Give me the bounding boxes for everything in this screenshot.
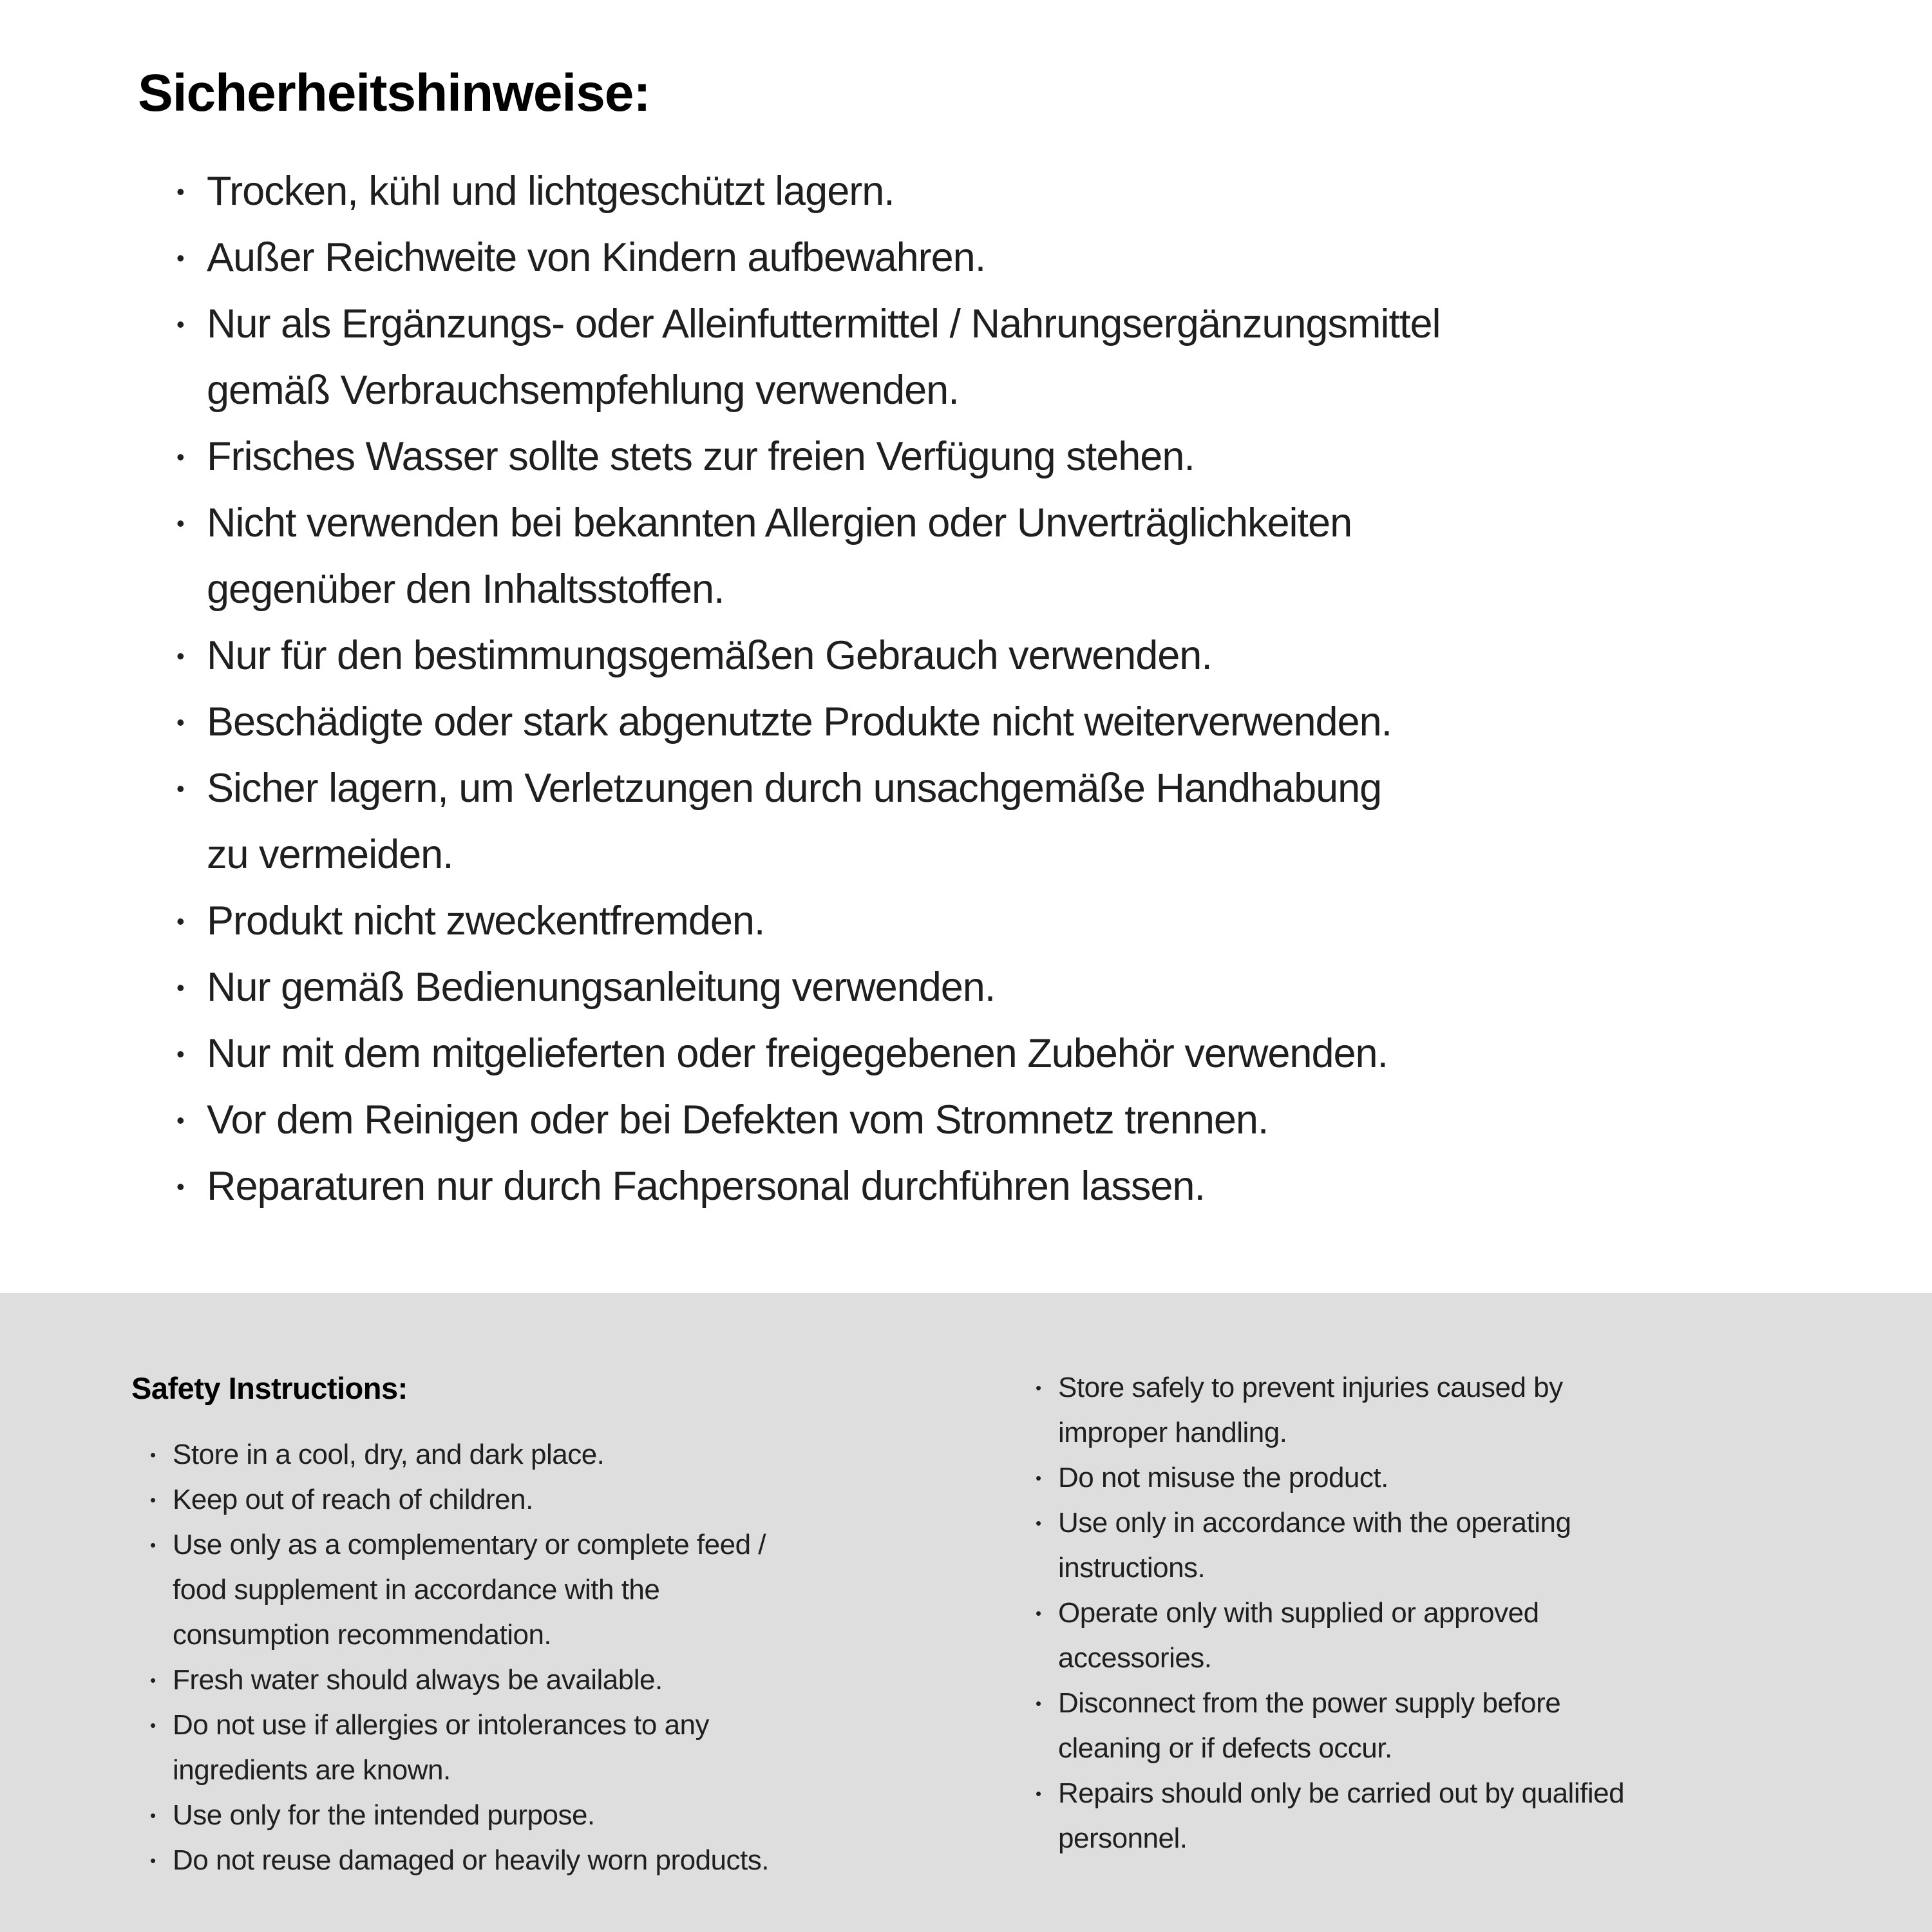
list-item-line: instructions. bbox=[1058, 1552, 1206, 1584]
list-item-line: Operate only with supplied or approved bbox=[1058, 1597, 1539, 1629]
list-item bbox=[1036, 1455, 1874, 1501]
english-safety-list-left bbox=[131, 1432, 1036, 1883]
list-item-line: food supplement in accordance with the bbox=[173, 1574, 660, 1605]
list-item-text bbox=[173, 1477, 533, 1522]
list-item-line: Nur als Ergänzungs- oder Alleinfuttermittel / Nahrungsergänzungsmittel bbox=[207, 301, 1441, 346]
list-item-text bbox=[207, 1153, 1205, 1220]
list-item bbox=[1036, 1771, 1874, 1861]
bullet-icon: • bbox=[176, 1107, 184, 1133]
list-item-line: Keep out of reach of children. bbox=[173, 1484, 533, 1515]
bullet-icon: • bbox=[1036, 1694, 1041, 1713]
bullet-icon: • bbox=[176, 245, 184, 271]
list-item-line: Do not use if allergies or intolerances to any bbox=[173, 1709, 710, 1741]
english-left-column bbox=[131, 1370, 1036, 1932]
list-item-text bbox=[207, 424, 1195, 490]
list-item bbox=[1036, 1365, 1874, 1455]
list-item-line: Sicher lagern, um Verletzungen durch unsachgemäße Handhabung bbox=[207, 766, 1382, 811]
list-item-line: Repairs should only be carried out by qualified bbox=[1058, 1777, 1625, 1809]
english-safety-section bbox=[0, 1293, 1932, 1932]
list-item-text bbox=[1058, 1365, 1563, 1455]
list-item-text bbox=[207, 490, 1352, 623]
list-item bbox=[1036, 1681, 1874, 1771]
list-item bbox=[176, 158, 1880, 225]
list-item bbox=[176, 888, 1880, 954]
list-item-text bbox=[207, 225, 985, 291]
list-item-text bbox=[1058, 1591, 1539, 1681]
list-item bbox=[176, 623, 1880, 689]
bullet-icon: • bbox=[150, 1490, 156, 1510]
list-item bbox=[150, 1522, 1036, 1658]
bullet-icon: • bbox=[176, 1041, 184, 1067]
list-item-text bbox=[1058, 1455, 1388, 1501]
list-item-line: accessories. bbox=[1058, 1642, 1212, 1674]
list-item-text bbox=[173, 1703, 709, 1793]
list-item-line: Außer Reichweite von Kindern aufbewahren. bbox=[207, 235, 986, 280]
bullet-icon: • bbox=[1036, 1604, 1041, 1623]
list-item-text bbox=[207, 623, 1212, 689]
list-item bbox=[150, 1793, 1036, 1838]
list-item-line: Use only for the intended purpose. bbox=[173, 1799, 595, 1831]
list-item-line: zu vermeiden. bbox=[207, 832, 453, 877]
list-item bbox=[176, 954, 1880, 1021]
list-item-text bbox=[173, 1432, 604, 1477]
list-item-text bbox=[173, 1522, 766, 1658]
list-item bbox=[176, 1153, 1880, 1220]
list-item-line: Store in a cool, dry, and dark place. bbox=[173, 1439, 605, 1470]
list-item-line: Frisches Wasser sollte stets zur freien Verfügung stehen. bbox=[207, 434, 1195, 479]
list-item-line: Reparaturen nur durch Fachpersonal durchführen lassen. bbox=[207, 1164, 1205, 1209]
bullet-icon: • bbox=[176, 444, 184, 470]
bullet-icon: • bbox=[176, 510, 184, 536]
list-item-line: personnel. bbox=[1058, 1823, 1188, 1854]
list-item bbox=[1036, 1591, 1874, 1681]
list-item-line: improper handling. bbox=[1058, 1417, 1287, 1448]
bullet-icon: • bbox=[150, 1851, 156, 1870]
bullet-icon: • bbox=[150, 1445, 156, 1464]
list-item-line: Disconnect from the power supply before bbox=[1058, 1687, 1561, 1719]
list-item bbox=[150, 1658, 1036, 1703]
bullet-icon: • bbox=[176, 775, 184, 802]
english-safety-list-right bbox=[1036, 1365, 1874, 1861]
list-item bbox=[176, 689, 1880, 755]
bullet-icon: • bbox=[150, 1716, 156, 1735]
list-item-line: Trocken, kühl und lichtgeschützt lagern. bbox=[207, 169, 895, 214]
bullet-icon: • bbox=[150, 1535, 156, 1555]
bullet-icon: • bbox=[176, 908, 184, 934]
list-item-line: Nur gemäß Bedienungsanleitung verwenden. bbox=[207, 965, 996, 1010]
german-safety-list bbox=[138, 158, 1880, 1220]
english-section-title: Safety Instructions: bbox=[131, 1371, 408, 1405]
list-item bbox=[150, 1838, 1036, 1883]
list-item bbox=[176, 1087, 1880, 1153]
bullet-icon: • bbox=[176, 1173, 184, 1200]
list-item-line: Vor dem Reinigen oder bei Defekten vom Stromnetz trennen. bbox=[207, 1097, 1269, 1142]
list-item bbox=[1036, 1501, 1874, 1591]
list-item-line: Nur für den bestimmungsgemäßen Gebrauch verwenden. bbox=[207, 633, 1212, 678]
bullet-icon: • bbox=[176, 974, 184, 1001]
list-item-line: Fresh water should always be available. bbox=[173, 1664, 663, 1696]
bullet-icon: • bbox=[1036, 1468, 1041, 1488]
list-item-line: gemäß Verbrauchsempfehlung verwenden. bbox=[207, 368, 959, 413]
list-item-text bbox=[207, 755, 1381, 888]
list-item-text bbox=[207, 1021, 1388, 1087]
list-item bbox=[176, 291, 1880, 424]
list-item-text bbox=[207, 158, 895, 225]
list-item-text bbox=[1058, 1771, 1624, 1861]
list-item-text bbox=[173, 1658, 663, 1703]
list-item-text bbox=[173, 1838, 769, 1883]
list-item-line: Produkt nicht zweckentfremden. bbox=[207, 898, 765, 943]
list-item bbox=[150, 1477, 1036, 1522]
list-item-line: Do not misuse the product. bbox=[1058, 1462, 1388, 1493]
english-right-column bbox=[1036, 1370, 1874, 1932]
bullet-icon: • bbox=[176, 311, 184, 337]
list-item-line: Use only in accordance with the operating bbox=[1058, 1507, 1571, 1539]
list-item-line: ingredients are known. bbox=[173, 1754, 451, 1786]
bullet-icon: • bbox=[150, 1671, 156, 1690]
list-item-line: Beschädigte oder stark abgenutzte Produkte nicht weiterverwenden. bbox=[207, 699, 1392, 744]
list-item-text bbox=[173, 1793, 595, 1838]
list-item bbox=[176, 755, 1880, 888]
list-item bbox=[150, 1703, 1036, 1793]
list-item-line: consumption recommendation. bbox=[173, 1619, 552, 1651]
list-item-text bbox=[207, 291, 1440, 424]
list-item-text bbox=[207, 1087, 1268, 1153]
list-item bbox=[176, 225, 1880, 291]
bullet-icon: • bbox=[1036, 1784, 1041, 1803]
list-item bbox=[176, 490, 1880, 623]
list-item bbox=[150, 1432, 1036, 1477]
bullet-icon: • bbox=[176, 178, 184, 205]
bullet-icon: • bbox=[1036, 1378, 1041, 1397]
list-item-line: Do not reuse damaged or heavily worn products. bbox=[173, 1844, 769, 1876]
list-item-text bbox=[207, 954, 995, 1021]
list-item-line: Nicht verwenden bei bekannten Allergien oder Unverträglichkeiten bbox=[207, 500, 1352, 545]
list-item-text bbox=[207, 689, 1392, 755]
bullet-icon: • bbox=[150, 1806, 156, 1825]
list-item bbox=[176, 1021, 1880, 1087]
german-section-title: Sicherheitshinweise: bbox=[138, 64, 650, 122]
bullet-icon: • bbox=[176, 709, 184, 735]
list-item-text bbox=[1058, 1501, 1571, 1591]
list-item bbox=[176, 424, 1880, 490]
list-item-line: gegenüber den Inhaltsstoffen. bbox=[207, 567, 724, 612]
bullet-icon: • bbox=[1036, 1513, 1041, 1533]
list-item-text bbox=[1058, 1681, 1560, 1771]
list-item-line: Store safely to prevent injuries caused by bbox=[1058, 1372, 1563, 1403]
list-item-line: Use only as a complementary or complete feed / bbox=[173, 1529, 766, 1560]
list-item-line: Nur mit dem mitgelieferten oder freigegebenen Zubehör verwenden. bbox=[207, 1031, 1388, 1076]
list-item-text bbox=[207, 888, 764, 954]
list-item-line: cleaning or if defects occur. bbox=[1058, 1732, 1392, 1764]
bullet-icon: • bbox=[176, 643, 184, 669]
